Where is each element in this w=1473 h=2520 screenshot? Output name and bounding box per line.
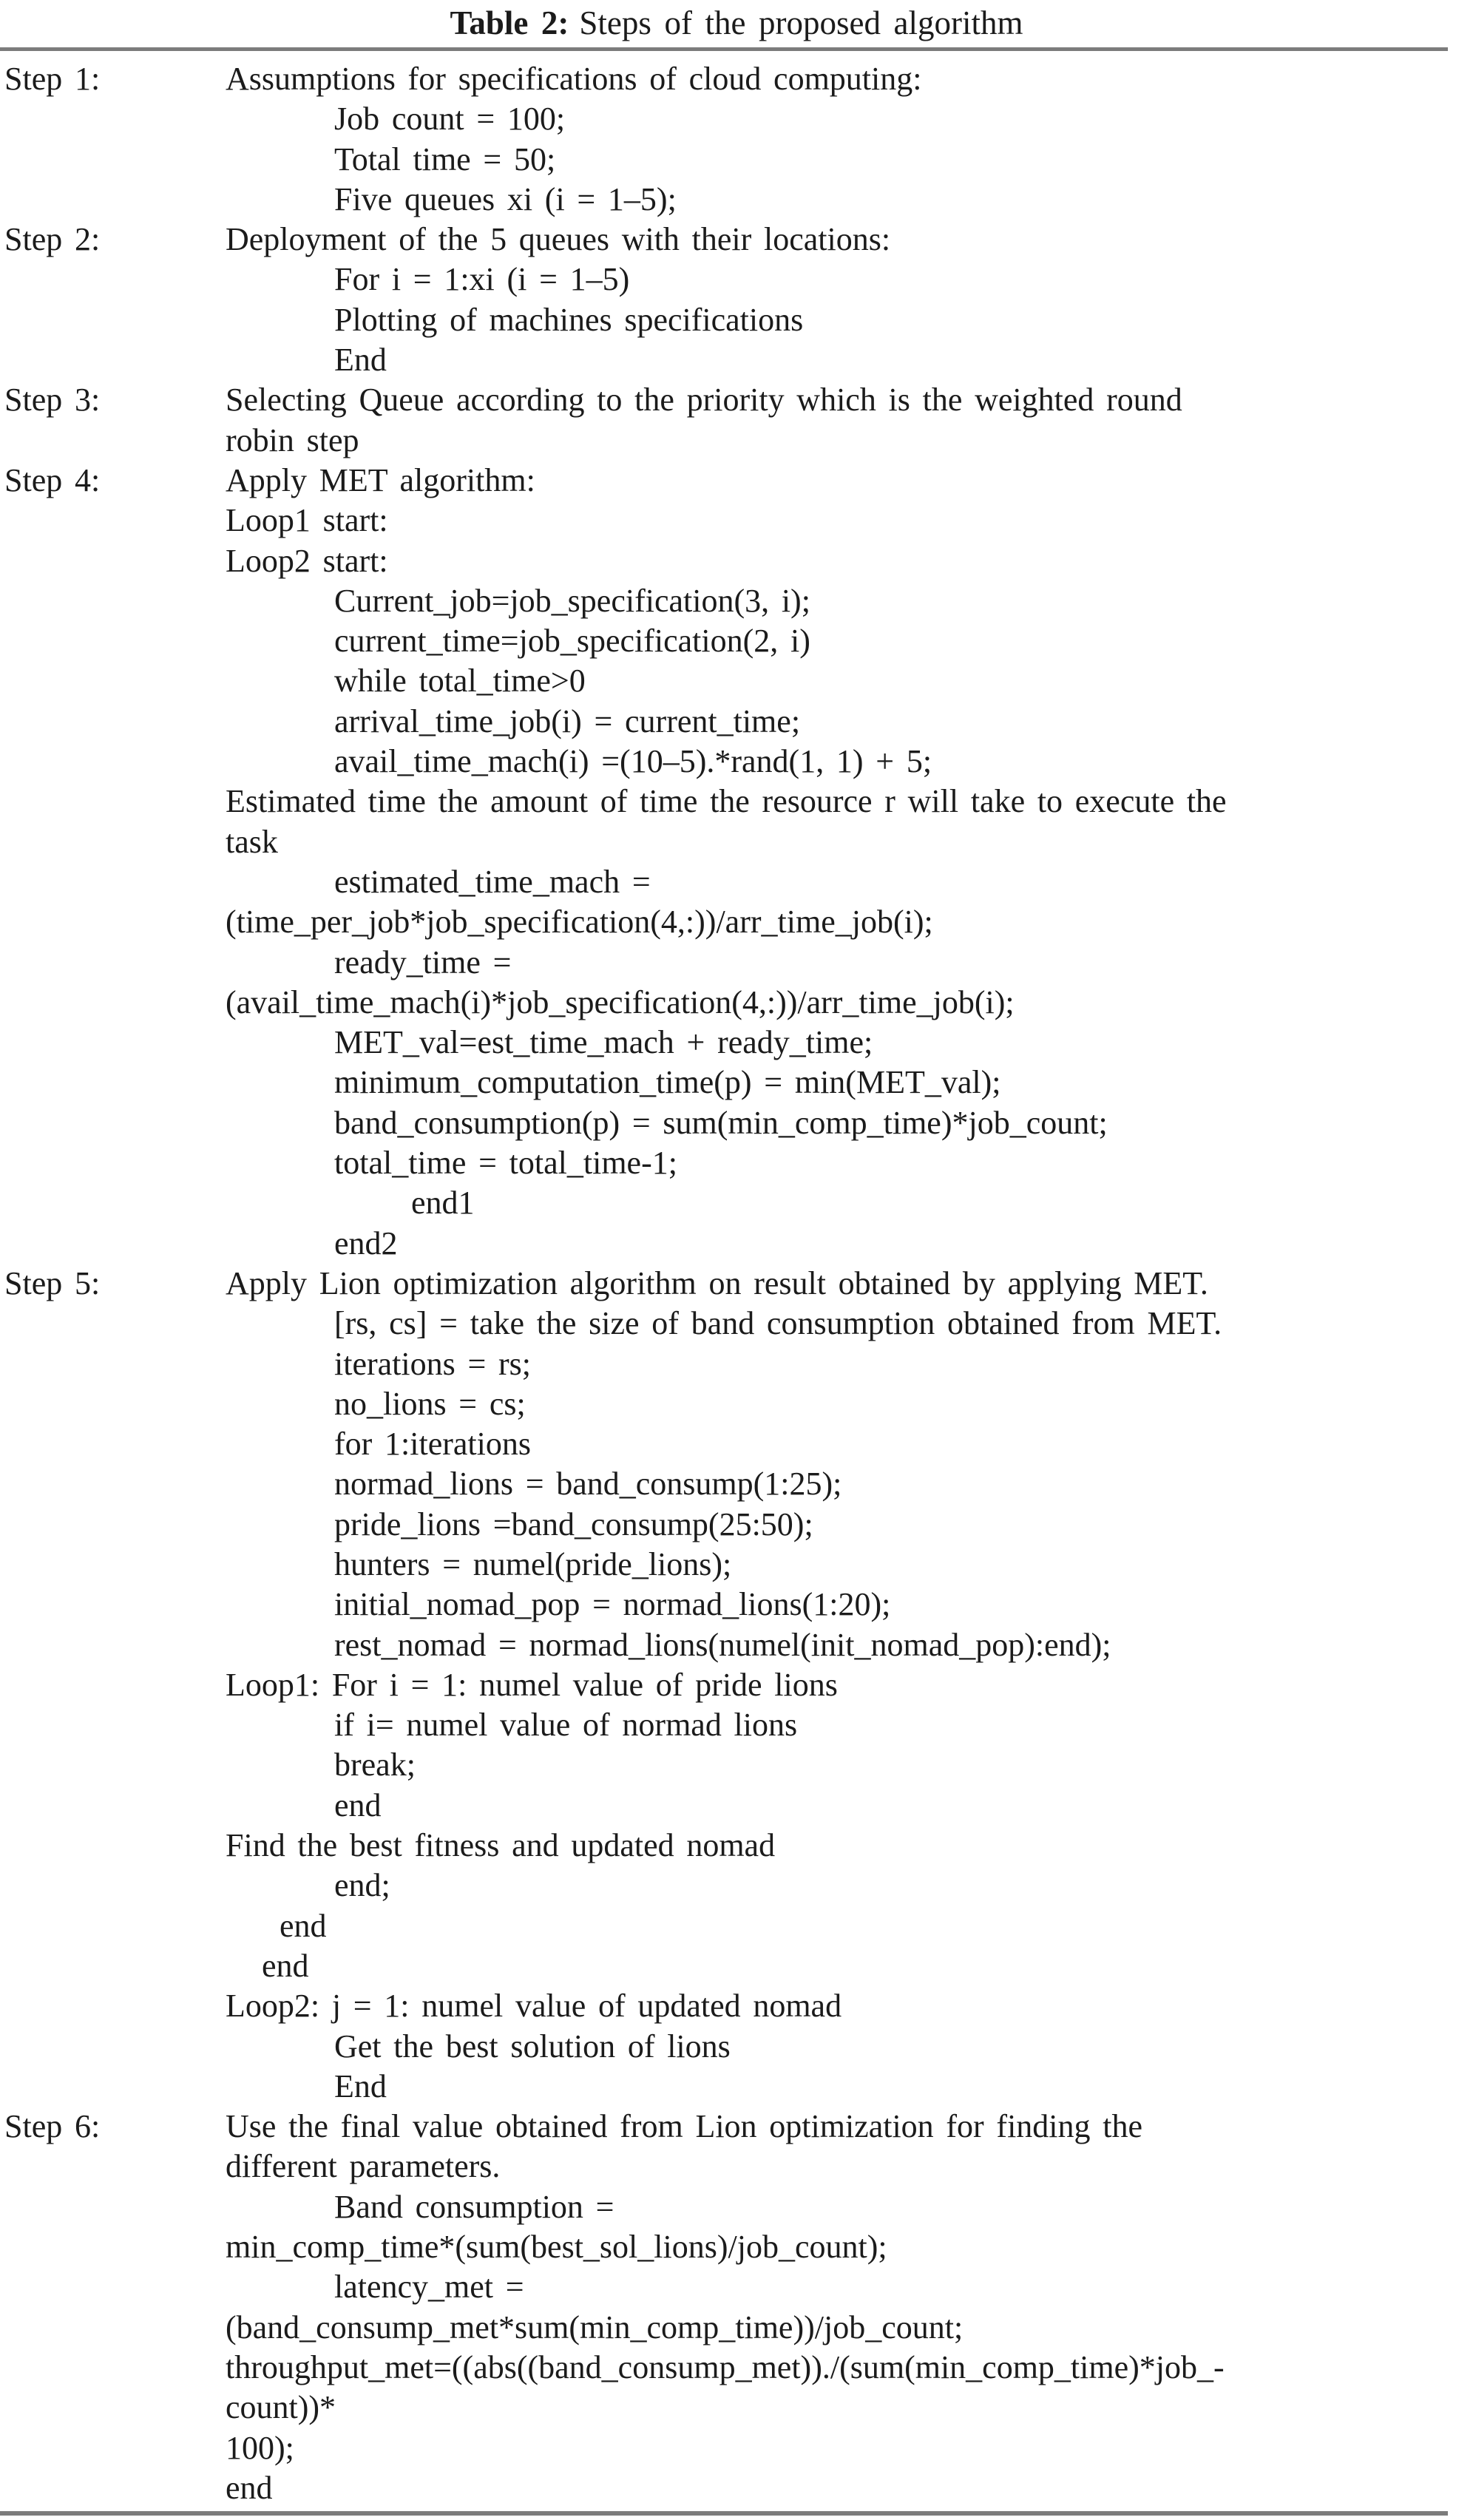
algorithm-line <box>0 1786 1473 1826</box>
algorithm-steps-list <box>0 59 1473 2508</box>
line-text: Five queues xi (i = 1–5); <box>334 180 677 217</box>
algorithm-line <box>0 2267 1473 2307</box>
line-text: while total_time>0 <box>334 663 586 700</box>
algorithm-line <box>0 581 1473 621</box>
line-text: Job count = 100; <box>334 101 566 138</box>
algorithm-line <box>0 1665 1473 1705</box>
algorithm-line <box>0 2187 1473 2227</box>
step-label: Step 6: <box>4 2108 101 2145</box>
algorithm-line <box>0 2428 1473 2468</box>
algorithm-line <box>0 1585 1473 1625</box>
line-text: For i = 1:xi (i = 1–5) <box>334 261 630 298</box>
line-text: end <box>334 1786 382 1823</box>
algorithm-line <box>0 1986 1473 2026</box>
line-text: Loop1: For i = 1: numel value of pride lions <box>226 1666 838 1703</box>
algorithm-line <box>0 1906 1473 1946</box>
algorithm-line <box>0 1224 1473 1264</box>
table-caption-text: Steps of the proposed algorithm <box>579 4 1023 41</box>
line-text: end <box>262 1947 309 1984</box>
algorithm-line <box>0 1464 1473 1504</box>
line-text: break; <box>334 1747 416 1784</box>
algorithm-line <box>0 661 1473 701</box>
algorithm-line <box>0 2027 1473 2067</box>
line-text: total_time = total_time-1; <box>334 1145 677 1182</box>
bottom-rule <box>0 2511 1448 2516</box>
line-text: Loop1 start: <box>226 502 388 539</box>
line-text: task <box>226 823 278 860</box>
line-text: for 1:iterations <box>334 1426 531 1463</box>
line-text: Apply MET algorithm: <box>226 461 535 498</box>
algorithm-line <box>0 742 1473 782</box>
algorithm-line <box>0 1344 1473 1384</box>
line-text: min_comp_time*(sum(best_sol_lions)/job_count); <box>226 2229 887 2266</box>
algorithm-line <box>0 1384 1473 1424</box>
line-text: Current_job=job_specification(3, i); <box>334 582 810 619</box>
line-text: Estimated time the amount of time the resource r will take to execute the <box>226 783 1227 820</box>
step-label: Step 3: <box>4 382 101 419</box>
algorithm-line <box>0 461 1473 501</box>
line-text: (time_per_job*job_specification(4,:))/arr_time_job(i); <box>226 904 933 941</box>
line-text: arrival_time_job(i) = current_time; <box>334 702 801 739</box>
line-text: Loop2 start: <box>226 542 388 579</box>
algorithm-line <box>0 2348 1473 2388</box>
algorithm-line <box>0 300 1473 340</box>
line-text: Band consumption = <box>334 2188 614 2225</box>
line-text: ready_time = <box>334 944 512 980</box>
algorithm-line <box>0 1023 1473 1063</box>
algorithm-line <box>0 2468 1473 2508</box>
line-text: iterations = rs; <box>334 1345 531 1382</box>
algorithm-line <box>0 1063 1473 1102</box>
algorithm-line <box>0 140 1473 180</box>
algorithm-line <box>0 2227 1473 2267</box>
line-text: end2 <box>334 1225 398 1261</box>
line-text: Deployment of the 5 queues with their locations: <box>226 221 891 258</box>
algorithm-line <box>0 541 1473 581</box>
line-text: Get the best solution of lions <box>334 2028 731 2065</box>
algorithm-line <box>0 983 1473 1023</box>
line-text: throughput_met=((abs((band_consump_met))./(sum(min_comp_time)*job_- <box>226 2348 1225 2385</box>
line-text: minimum_computation_time(p) = min(MET_val); <box>334 1064 1001 1101</box>
algorithm-line <box>0 2388 1473 2428</box>
line-text: (avail_time_mach(i)*job_specification(4,:))/arr_time_job(i); <box>226 983 1015 1020</box>
algorithm-line <box>0 1705 1473 1745</box>
line-text: MET_val=est_time_mach + ready_time; <box>334 1024 873 1061</box>
algorithm-line <box>0 1143 1473 1183</box>
line-text: initial_nomad_pop = normad_lions(1:20); <box>334 1586 891 1623</box>
algorithm-line <box>0 501 1473 541</box>
line-text: [rs, cs] = take the size of band consumption obtained from MET. <box>334 1305 1222 1342</box>
line-text: End <box>334 342 387 379</box>
line-text: Selecting Queue according to the priority which is the weighted round <box>226 382 1182 419</box>
line-text: Find the best fitness and updated nomad <box>226 1827 776 1864</box>
table-caption-label: Table 2: <box>450 4 569 41</box>
line-text: count))* <box>226 2389 336 2426</box>
algorithm-line <box>0 621 1473 661</box>
line-text: no_lions = cs; <box>334 1385 526 1422</box>
algorithm-line <box>0 702 1473 742</box>
line-text: latency_met = <box>334 2269 524 2306</box>
line-text: pride_lions =band_consump(25:50); <box>334 1505 813 1542</box>
line-text: different parameters. <box>226 2148 501 2185</box>
algorithm-line <box>0 862 1473 902</box>
algorithm-line <box>0 99 1473 139</box>
algorithm-line <box>0 180 1473 220</box>
algorithm-line <box>0 782 1473 822</box>
step-label: Step 1: <box>4 61 101 97</box>
algorithm-line <box>0 380 1473 420</box>
algorithm-line <box>0 1103 1473 1143</box>
line-text: end; <box>334 1867 390 1904</box>
line-text: Assumptions for specifications of cloud computing: <box>226 61 922 97</box>
line-text: estimated_time_mach = <box>334 863 651 900</box>
line-text: end <box>280 1907 327 1944</box>
line-text: Plotting of machines specifications <box>334 301 804 338</box>
line-text: Total time = 50; <box>334 140 556 177</box>
algorithm-line <box>0 1866 1473 1906</box>
algorithm-line <box>0 2147 1473 2187</box>
line-text: Loop2: j = 1: numel value of updated nomad <box>226 1988 842 2025</box>
algorithm-line <box>0 1946 1473 1986</box>
algorithm-line <box>0 2107 1473 2147</box>
line-text: end <box>226 2469 273 2506</box>
algorithm-line <box>0 943 1473 983</box>
algorithm-line <box>0 1505 1473 1545</box>
step-label: Step 5: <box>4 1264 101 1301</box>
algorithm-line <box>0 822 1473 862</box>
step-label: Step 2: <box>4 221 101 258</box>
line-text: band_consumption(p) = sum(min_comp_time)*job_count; <box>334 1104 1108 1141</box>
algorithm-line <box>0 1264 1473 1304</box>
line-text: robin step <box>226 421 359 458</box>
algorithm-line <box>0 1745 1473 1785</box>
algorithm-line <box>0 421 1473 461</box>
line-text: current_time=job_specification(2, i) <box>334 623 810 660</box>
algorithm-line <box>0 340 1473 380</box>
algorithm-line <box>0 1826 1473 1866</box>
line-text: Apply Lion optimization algorithm on result obtained by applying MET. <box>226 1264 1208 1301</box>
algorithm-line <box>0 1545 1473 1585</box>
algorithm-line <box>0 220 1473 260</box>
algorithm-line <box>0 260 1473 299</box>
line-text: avail_time_mach(i) =(10–5).*rand(1, 1) + 5; <box>334 743 932 780</box>
algorithm-line <box>0 902 1473 942</box>
algorithm-line <box>0 1183 1473 1223</box>
table-caption <box>0 1 1473 44</box>
line-text: hunters = numel(pride_lions); <box>334 1545 732 1582</box>
top-rule <box>0 47 1448 51</box>
line-text: End <box>334 2067 387 2104</box>
algorithm-line <box>0 2067 1473 2107</box>
algorithm-line <box>0 1424 1473 1464</box>
algorithm-line <box>0 2308 1473 2348</box>
line-text: 100); <box>226 2429 294 2466</box>
algorithm-line <box>0 59 1473 99</box>
algorithm-line <box>0 1304 1473 1344</box>
algorithm-line <box>0 1625 1473 1665</box>
line-text: if i= numel value of normad lions <box>334 1707 798 1744</box>
line-text: (band_consump_met*sum(min_comp_time))/job_count; <box>226 2309 964 2345</box>
line-text: rest_nomad = normad_lions(numel(init_nomad_pop):end); <box>334 1626 1111 1663</box>
step-label: Step 4: <box>4 461 101 498</box>
line-text: end1 <box>411 1185 475 1222</box>
line-text: Use the final value obtained from Lion optimization for finding the <box>226 2108 1143 2145</box>
line-text: normad_lions = band_consump(1:25); <box>334 1466 842 1503</box>
